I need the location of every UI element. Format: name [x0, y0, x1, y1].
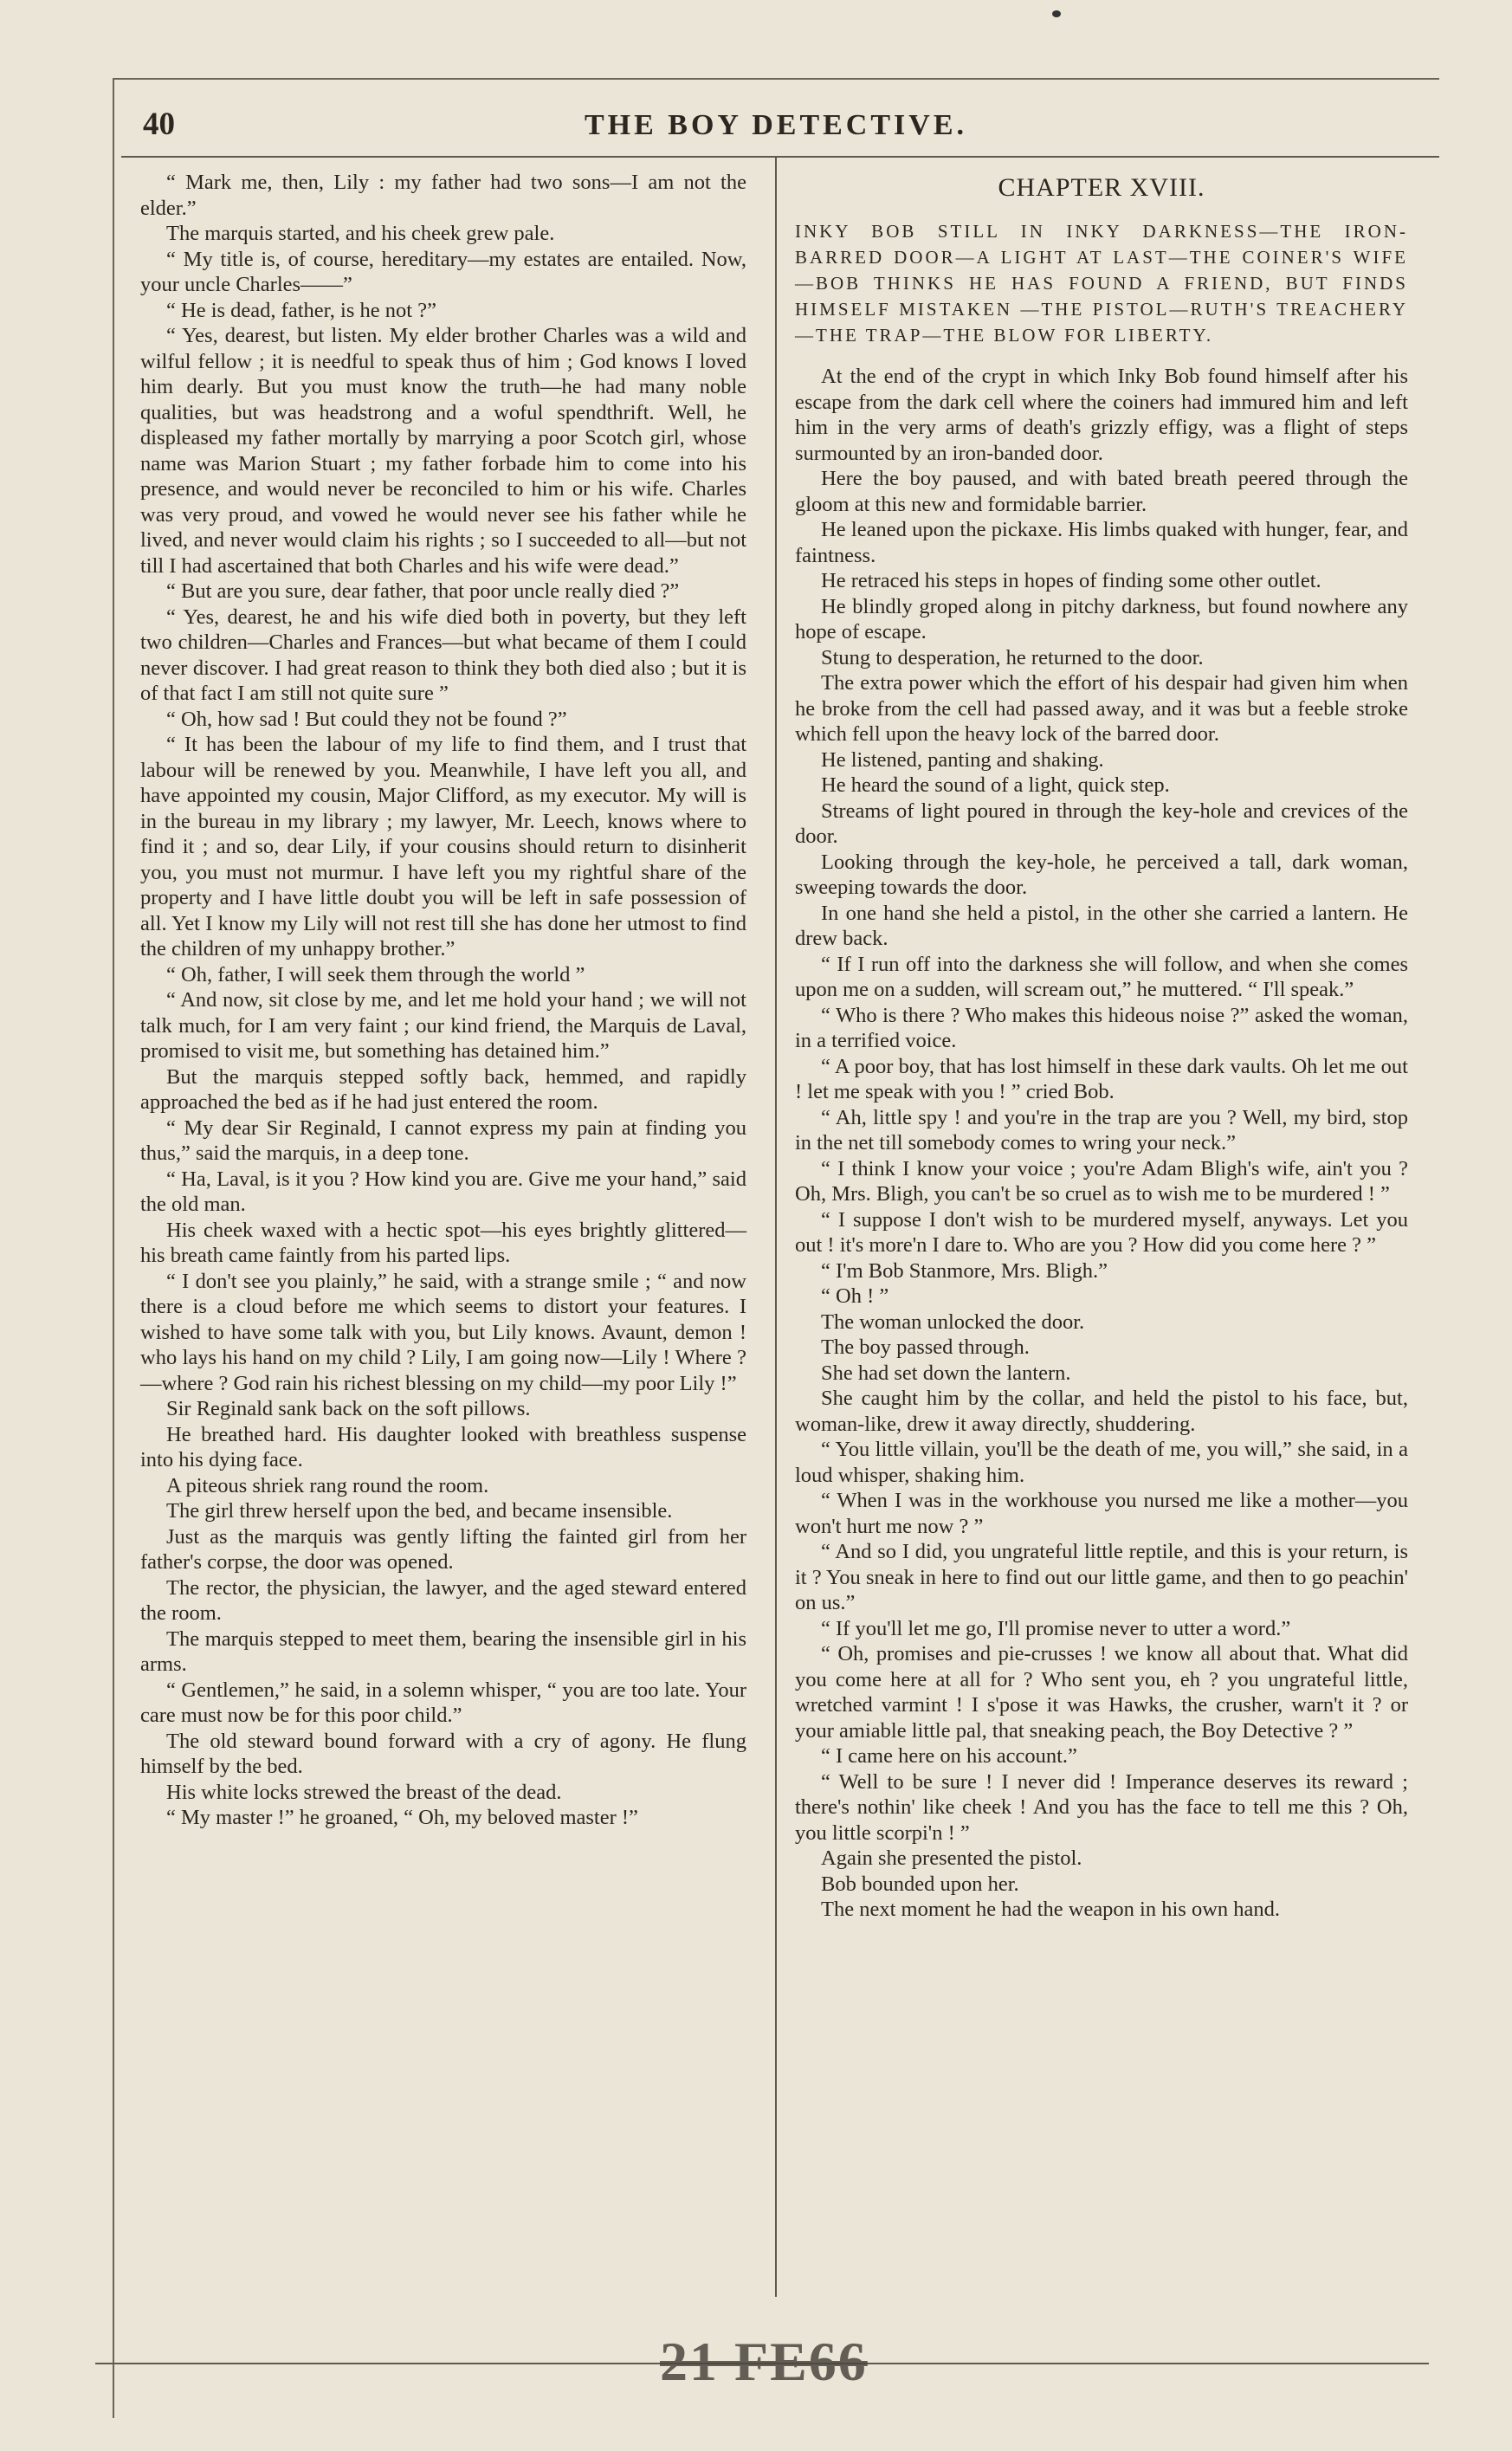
- paragraph: “ I suppose I don't wish to be murdered myself, anyways. Let you out ! it's more'n I dare to. Who are you ? How did you come here ? ”: [795, 1207, 1408, 1257]
- paragraph: “ Oh ! ”: [821, 1284, 889, 1308]
- paragraph: She caught him by the collar, and held the pistol to his face, but, woman-like, drew it away directly, shuddering.: [795, 1387, 1408, 1436]
- ink-speck: [1052, 10, 1061, 17]
- paragraph: The woman unlocked the door.: [821, 1310, 1085, 1334]
- running-title: THE BOY DETECTIVE.: [585, 109, 967, 141]
- paragraph: “ Oh, father, I will seek them through the world ”: [166, 962, 585, 986]
- paragraph: “ Oh, how sad ! But could they not be found ?”: [166, 707, 567, 731]
- paragraph: The rector, the physician, the lawyer, and the aged steward entered the room.: [140, 1575, 746, 1625]
- paragraph: The girl threw herself upon the bed, and became insensible.: [166, 1499, 673, 1523]
- paragraph: His cheek waxed with a hectic spot—his eyes brightly glittered—his breath came faintly from his parted lips.: [140, 1218, 746, 1267]
- paragraph: “ And so I did, you ungrateful little reptile, and this is your return, is it ? You sneak in here to find out our little game, and then to go peachin' on us.”: [795, 1540, 1408, 1614]
- left-column: [140, 170, 746, 1831]
- paragraph: In one hand she held a pistol, in the other she carried a lantern. He drew back.: [795, 901, 1408, 950]
- paragraph: He leaned upon the pickaxe. His limbs quaked with hunger, fear, and faintness.: [795, 518, 1408, 567]
- paragraph: Again she presented the pistol.: [821, 1846, 1082, 1870]
- paragraph: She had set down the lantern.: [821, 1361, 1071, 1385]
- paragraph: “ Gentlemen,” he said, in a solemn whisper, “ you are too late. Your care must now be for this poor child.”: [140, 1678, 746, 1727]
- paragraph: Bob bounded upon her.: [821, 1872, 1019, 1896]
- page-number: 40: [143, 107, 175, 142]
- paragraph: The marquis stepped to meet them, bearing the insensible girl in his arms.: [140, 1626, 746, 1676]
- paragraph: He retraced his steps in hopes of finding some other outlet.: [821, 569, 1321, 592]
- paragraph: “ Ah, little spy ! and you're in the trap are you ? Well, my bird, stop in the net till somebody comes to wring your neck.”: [795, 1105, 1408, 1154]
- paragraph: He blindly groped along in pitchy darkness, but found nowhere any hope of escape.: [795, 594, 1408, 643]
- paragraph: “ My dear Sir Reginald, I cannot express my pain at finding you thus,” said the marquis, in a deep tone.: [140, 1116, 746, 1165]
- right-column: [795, 170, 1408, 1923]
- paragraph: Streams of light poured in through the key-hole and crevices of the door.: [795, 799, 1408, 848]
- chapter-summary: INKY BOB STILL IN INKY DARKNESS—THE IRON-BARRED DOOR—A LIGHT AT LAST—THE COINER'S WIFE—BOB THINKS HE HAS FOUND A FRIEND, BUT FINDS HIMSELF MISTAKEN —THE PISTOL—RUTH'S TREACHERY—THE TRAP—THE BLOW FOR LIBERTY.: [795, 221, 1408, 346]
- paragraph: The old steward bound forward with a cry of agony. He flung himself by the bed.: [140, 1729, 746, 1778]
- paragraph: “ Ha, Laval, is it you ? How kind you are. Give me your hand,” said the old man.: [140, 1167, 746, 1216]
- paragraph: “ I don't see you plainly,” he said, with a strange smile ; “ and now there is a cloud before me which seems to distort your features. I wished to have some talk with you, but Lily knows. Avaunt, demon ! who lays his hand on my child ? Lily, I am going now—Lily ! Where ?—where ? God rain his richest blessing on my child—my poor Lily !”: [140, 1269, 746, 1395]
- paragraph: “ If I run off into the darkness she will follow, and when she comes upon me on a sudden, will scream out,” he muttered. “ I'll speak.”: [795, 952, 1408, 1001]
- paragraph: A piteous shriek rang round the room.: [166, 1473, 489, 1497]
- paragraph: His white locks strewed the breast of the dead.: [166, 1780, 562, 1804]
- paragraph: The boy passed through.: [821, 1335, 1030, 1359]
- paragraph: “ A poor boy, that has lost himself in these dark vaults. Oh let me out ! let me speak with you ! ” cried Bob.: [795, 1054, 1408, 1103]
- paragraph: “ When I was in the workhouse you nursed me like a mother—you won't hurt me now ? ”: [795, 1489, 1408, 1538]
- paragraph: “ Yes, dearest, but listen. My elder brother Charles was a wild and wilful fellow ; it is needful to speak thus of him ; God knows I loved him dearly. But you must know the truth—he had many noble qualities, but was headstrong and a woful spendthrift. Well, he displeased my father mortally by marrying a poor Scotch girl, whose name was Marion Stuart ; my father forbade him to come into his presence, and would never be reconciled to him or his wife. Charles was very proud, and vowed he would never see his father while he lived, and never would claim his rights ; so I succeeded to all—but not till I had ascertained that both Charles and his wife were dead.”: [140, 324, 746, 578]
- paragraph: “ I think I know your voice ; you're Adam Bligh's wife, ain't you ? Oh, Mrs. Bligh, you can't be so cruel as to wish me to be murdered ! ”: [795, 1156, 1408, 1206]
- paragraph: He listened, panting and shaking.: [821, 747, 1104, 772]
- date-stamp: 21 FE66: [660, 2331, 868, 2392]
- paragraph: “ Well to be sure ! I never did ! Imperance deserves its reward ; there's nothin' like cheek ! And you has the face to tell me this ? Oh, you little scorpi'n ! ”: [795, 1769, 1408, 1845]
- paragraph: At the end of the crypt in which Inky Bob found himself after his escape from the dark cell where the coiners had immured him and left him in the very arms of death's grizzly effigy, was a flight of steps surmounted by an iron-banded door.: [795, 365, 1408, 465]
- paragraph: “ Yes, dearest, he and his wife died both in poverty, but they left two children—Charles and Frances—but what became of them I could never discover. I had great reason to think they both died also ; but it is of that fact I am still not quite sure ”: [140, 605, 746, 705]
- paragraph: “ But are you sure, dear father, that poor uncle really died ?”: [166, 579, 680, 603]
- paragraph: But the marquis stepped softly back, hemmed, and rapidly approached the bed as if he had just entered the room.: [140, 1064, 746, 1114]
- page-header: [143, 106, 1442, 149]
- paragraph: “ Who is there ? Who makes this hideous noise ?” asked the woman, in a terrified voice.: [795, 1003, 1408, 1052]
- paragraph: Looking through the key-hole, he perceived a tall, dark woman, sweeping towards the door.: [795, 850, 1408, 899]
- paragraph: Just as the marquis was gently lifting the fainted girl from her father's corpse, the door was opened.: [140, 1524, 746, 1574]
- paragraph: The next moment he had the weapon in his own hand.: [821, 1898, 1281, 1921]
- paragraph: “ He is dead, father, is he not ?”: [166, 298, 436, 322]
- paragraph: “ You little villain, you'll be the death of me, you will,” she said, in a loud whisper, shaking him.: [795, 1438, 1408, 1487]
- paragraph: “ My master !” he groaned, “ Oh, my beloved master !”: [166, 1806, 638, 1829]
- paragraph: The extra power which the effort of his despair had given him when he broke from the cell had passed away, and it was but a feeble stroke which fell upon the heavy lock of the barred door.: [795, 671, 1408, 746]
- chapter-title: CHAPTER XVIII.: [998, 173, 1205, 202]
- paragraph: “ I'm Bob Stanmore, Mrs. Bligh.”: [821, 1258, 1108, 1283]
- paragraph: Sir Reginald sank back on the soft pillows.: [166, 1397, 531, 1420]
- paragraph: “ If you'll let me go, I'll promise never to utter a word.”: [821, 1616, 1291, 1640]
- paragraph: He breathed hard. His daughter looked with breathless suspense into his dying face.: [140, 1422, 746, 1471]
- paragraph: “ Oh, promises and pie-crusses ! we know all about that. What did you come here at all for ? Who sent you, eh ? you ungrateful little, wretched varmint ! I s'pose it was Hawks, the crusher, warn't it ? or your amiable little pal, that sneaking peach, the Boy Detective ? ”: [795, 1642, 1408, 1743]
- paragraph: Stung to desperation, he returned to the door.: [821, 645, 1204, 669]
- column-divider: [775, 158, 777, 2297]
- paragraph: Here the boy paused, and with bated breath peered through the gloom at this new and formidable barrier.: [795, 467, 1408, 516]
- paragraph: “ Mark me, then, Lily : my father had two sons—I am not the elder.”: [140, 171, 746, 220]
- paragraph: He heard the sound of a light, quick step.: [821, 773, 1170, 797]
- paragraph: “ It has been the labour of my life to find them, and I trust that labour will be renewed by you. Meanwhile, I have left you all, and have appointed my cousin, Major Clifford, as my executor. My will is in the bureau in my library ; my lawyer, Mr. Leech, knows where to find it ; and so, dear Lily, if your cousins should return to disinherit you, you must not murmur. I have left you my rightful share of the property and I have little doubt you will be left in safe possession of all. Yet I know my Lily will not rest till she has done her utmost to find the children of my unhappy brother.”: [140, 733, 746, 960]
- paragraph: “ And now, sit close by me, and let me hold your hand ; we will not talk much, for I am very faint ; our kind friend, the Marquis de Laval, promised to visit me, but something has detained him.”: [140, 988, 746, 1063]
- header-rule: [121, 156, 1439, 158]
- paragraph: The marquis started, and his cheek grew pale.: [166, 222, 555, 245]
- paragraph: “ I came here on his account.”: [821, 1744, 1077, 1768]
- paragraph: “ My title is, of course, hereditary—my estates are entailed. Now, your uncle Charles——”: [140, 247, 746, 296]
